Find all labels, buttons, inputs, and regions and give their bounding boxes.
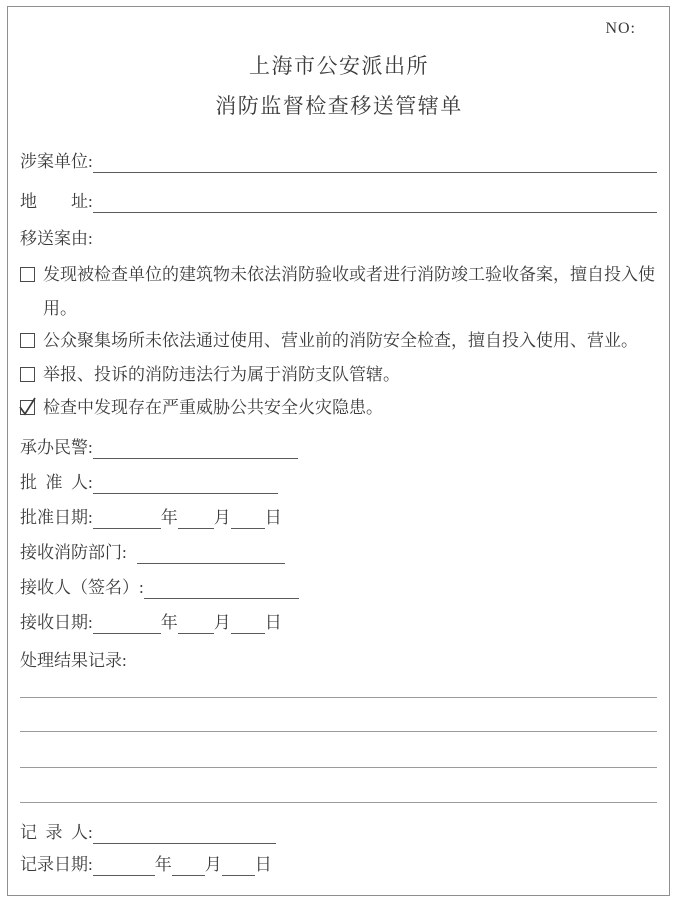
handling-officer-blank [93,437,298,459]
approver-blank [93,472,278,494]
result-record-line [20,697,657,698]
checkbox-checked-icon [20,400,35,415]
record-date-label: 记录日期: [20,855,93,874]
receiver-signature-blank [144,577,299,599]
record-date-year-blank [93,854,155,876]
involved-unit-blank [93,151,657,173]
page-title: 上海市公安派出所 [249,54,429,78]
field-address [20,190,657,213]
year-unit: 年 [154,855,172,874]
receiving-department-blank [137,542,285,564]
field-recorder [20,821,657,844]
field-receiving-department [20,541,657,564]
receiver-signature-label: 接收人（签名）: [20,578,144,597]
year-unit: 年 [160,508,178,527]
receive-date-day-blank [231,612,265,634]
recorder-label: 记 录 人: [20,823,93,842]
checkbox-unchecked-icon [20,267,35,282]
approval-date-day-blank [231,507,265,529]
result-record-line [20,802,657,803]
form-number-label: NO: [605,20,636,37]
receive-date-year-blank [93,612,161,634]
address-label: 地 址: [20,192,93,211]
month-unit: 月 [204,855,222,874]
year-unit: 年 [160,613,178,632]
approval-date-month-blank [178,507,214,529]
field-approver [20,471,657,494]
reason-item [20,396,657,419]
page-subtitle: 消防监督检查移送管辖单 [215,94,463,118]
receiving-department-label: 接收消防部门: [20,543,127,562]
recorder-blank [93,822,276,844]
day-unit: 日 [254,855,272,874]
result-record-line [20,767,657,768]
receive-date-month-blank [178,612,214,634]
reason-text: 发现被检查单位的建筑物未依法消防验收或者进行消防竣工验收备案，擅自投入使用。 [43,265,655,318]
receive-date-label: 接收日期: [20,613,93,632]
approver-label: 批 准 人: [20,473,93,492]
reason-item [20,258,657,326]
involved-unit-label: 涉案单位: [20,152,93,171]
reason-item [20,363,657,386]
field-receive-date [20,611,657,634]
day-unit: 日 [264,508,282,527]
field-handling-officer [20,436,657,459]
reason-item [20,329,657,352]
field-approval-date [20,506,657,529]
field-record-date [20,853,657,876]
record-date-month-blank [172,854,205,876]
field-receiver-signature [20,576,657,599]
checkbox-unchecked-icon [20,333,35,348]
approval-date-label: 批准日期: [20,508,93,527]
day-unit: 日 [264,613,282,632]
record-date-day-blank [222,854,255,876]
approval-date-year-blank [93,507,161,529]
reason-text: 检查中发现存在严重威胁公共安全火灾隐患。 [43,398,383,417]
checkbox-unchecked-icon [20,367,35,382]
result-record-label: 处理结果记录: [20,651,127,670]
address-blank [93,191,657,213]
month-unit: 月 [213,508,231,527]
reason-text: 举报、投诉的消防违法行为属于消防支队管辖。 [43,365,400,384]
result-record-line [20,731,657,732]
reason-text: 公众聚集场所未依法通过使用、营业前的消防安全检查，擅自投入使用、营业。 [43,331,638,350]
field-involved-unit [20,150,657,173]
month-unit: 月 [213,613,231,632]
handling-officer-label: 承办民警: [20,438,93,457]
transfer-reason-label: 移送案由: [20,229,93,248]
